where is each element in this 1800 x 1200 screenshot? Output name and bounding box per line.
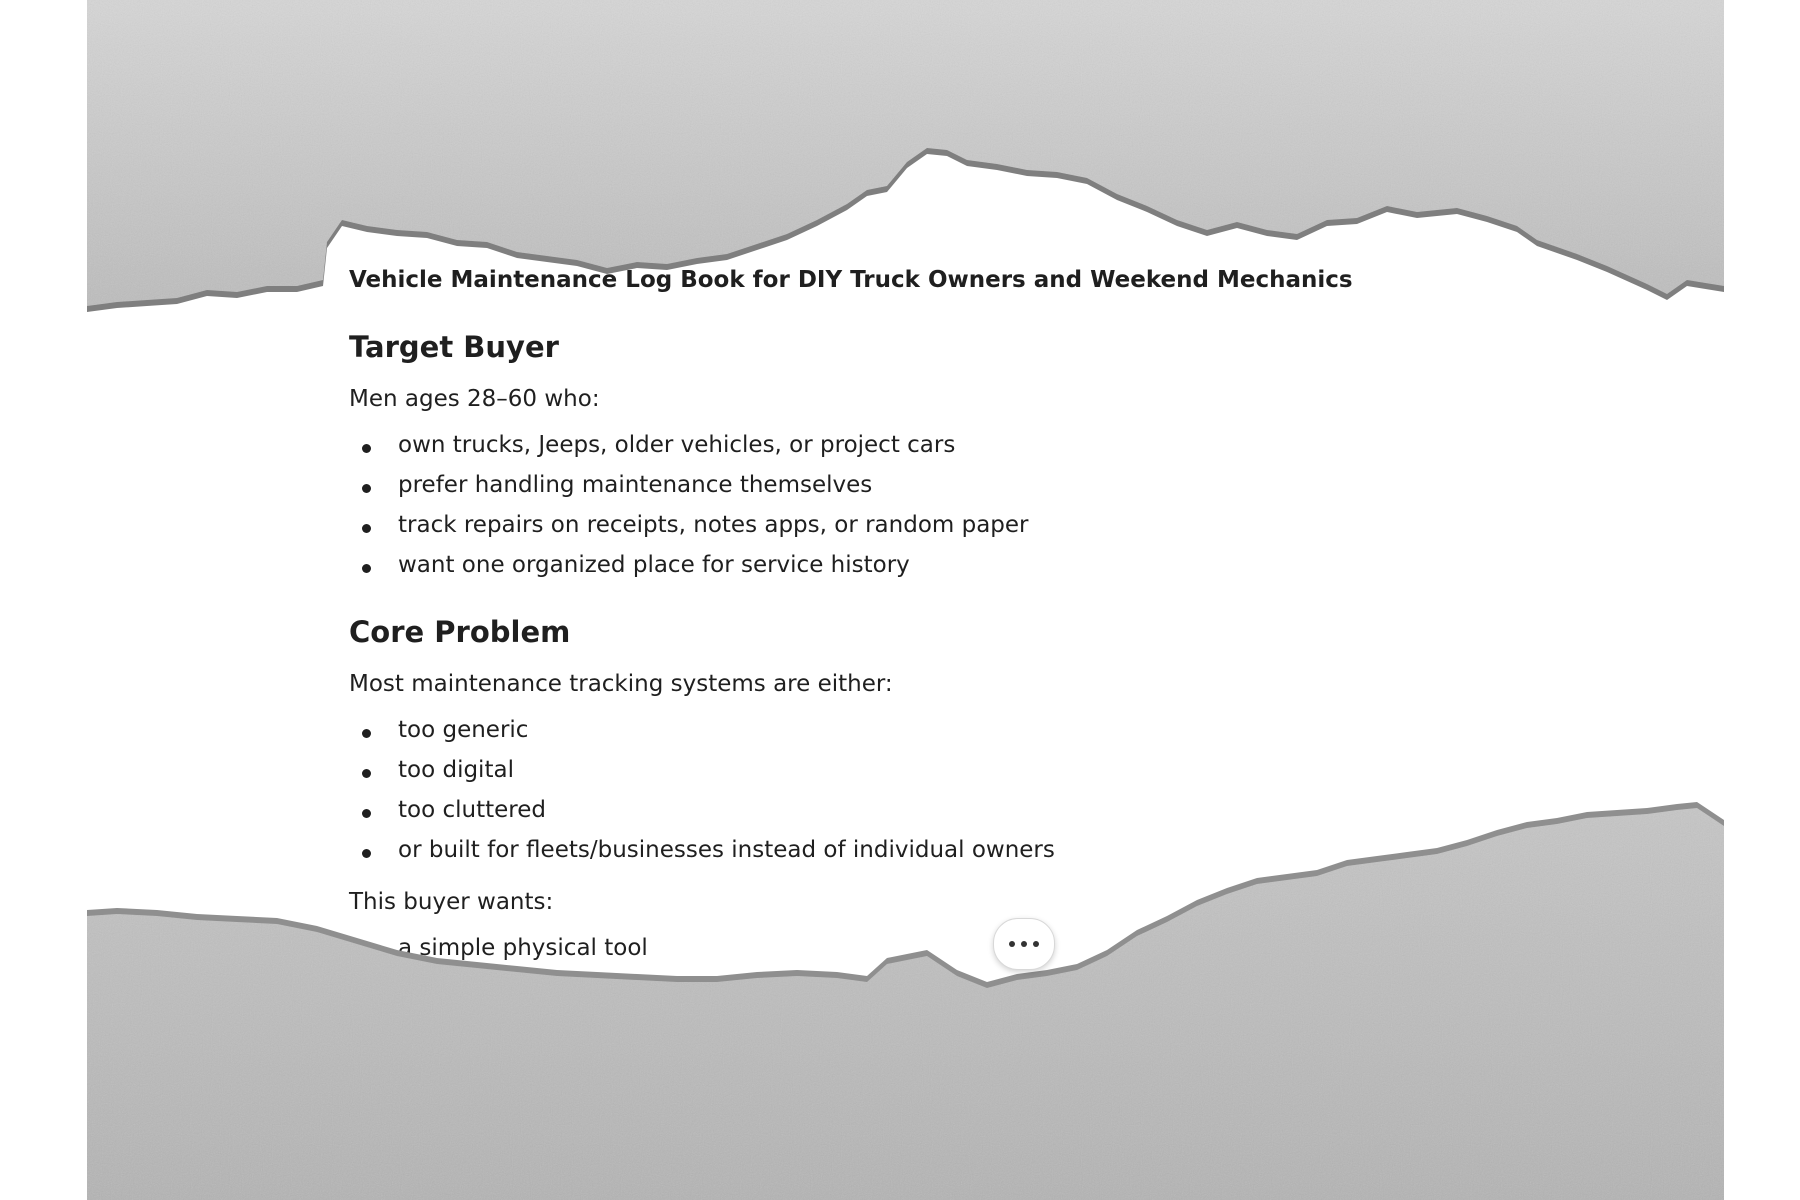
bullet-icon	[362, 729, 371, 738]
torn-paper-bottom	[87, 800, 1724, 1200]
section-intro: Men ages 28–60 who:	[349, 386, 600, 412]
bullet-icon	[362, 564, 371, 573]
torn-edge	[87, 808, 1724, 1200]
screenshot-frame: Vehicle Maintenance Log Book for DIY Truck Owners and Weekend Mechanics Target Buyer Men ages 28–60 who: own trucks, Jeeps, older vehicles, or project cars prefer handling maintenance themselves track repairs on receipts, notes apps, or random paper want one organized place for service history Core Problem Most maintenance tracking systems are either: too generic too digital too cluttered or built for fleets/businesses instead of individual owners This buyer wants: a simple physical tool	[87, 0, 1724, 1200]
bullet-icon	[362, 524, 371, 533]
more-options-button[interactable]	[993, 918, 1055, 970]
bullet-icon	[362, 444, 371, 453]
section-intro: Most maintenance tracking systems are either:	[349, 671, 893, 697]
torn-edge	[87, 0, 1724, 306]
section-heading-target-buyer: Target Buyer	[349, 330, 559, 364]
more-horizontal-icon	[1006, 941, 1042, 947]
section-followup: This buyer wants:	[349, 889, 554, 915]
bullet-icon	[362, 484, 371, 493]
bullet-icon	[362, 769, 371, 778]
document-title: Vehicle Maintenance Log Book for DIY Truck Owners and Weekend Mechanics	[349, 267, 1353, 293]
torn-paper-top	[87, 0, 1724, 320]
section-heading-core-problem: Core Problem	[349, 615, 571, 649]
